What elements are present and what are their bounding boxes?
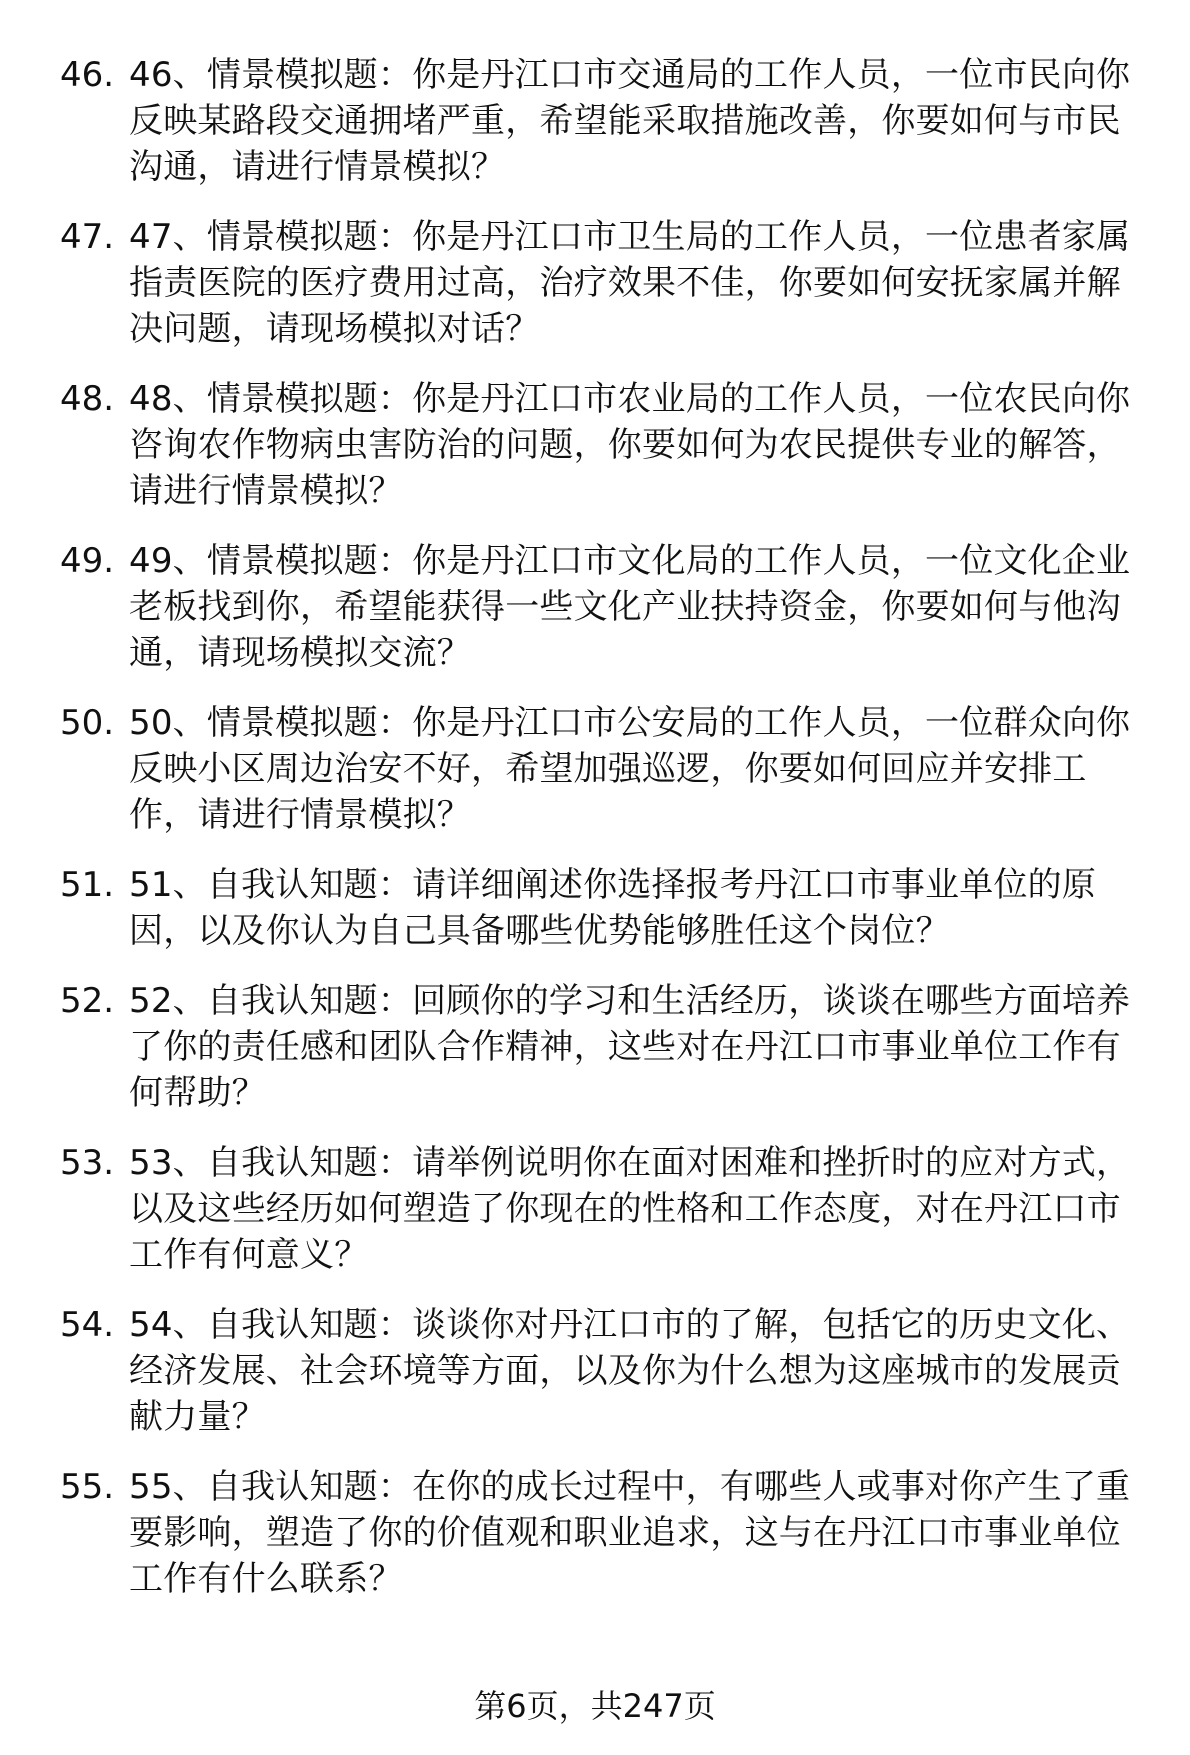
question-number: 48.	[60, 379, 115, 419]
question-number: 55.	[60, 1467, 115, 1507]
question-text: 47、情景模拟题：你是丹江口市卫生局的工作人员，一位患者家属指责医院的医疗费用过高，治疗效果不佳，你要如何安抚家属并解决问题，请现场模拟对话？	[129, 217, 1131, 349]
question-text: 53、自我认知题：请举例说明你在面对困难和挫折时的应对方式，以及这些经历如何塑造了你现在的性格和工作态度，对在丹江口市工作有何意义？	[129, 1143, 1131, 1275]
question-number: 47.	[60, 217, 115, 257]
question-item	[60, 1140, 1150, 1278]
question-number: 49.	[60, 541, 115, 581]
question-item	[60, 538, 1150, 676]
question-item	[60, 376, 1150, 514]
question-text: 50、情景模拟题：你是丹江口市公安局的工作人员，一位群众向你反映小区周边治安不好，希望加强巡逻，你要如何回应并安排工作，请进行情景模拟？	[129, 703, 1131, 835]
question-number: 52.	[60, 981, 115, 1021]
question-number: 50.	[60, 703, 115, 743]
question-item	[60, 862, 1150, 954]
question-item	[60, 700, 1150, 838]
question-item	[60, 214, 1150, 352]
question-number: 51.	[60, 865, 115, 905]
question-text: 48、情景模拟题：你是丹江口市农业局的工作人员，一位农民向你咨询农作物病虫害防治的问题，你要如何为农民提供专业的解答，请进行情景模拟？	[129, 379, 1131, 511]
question-text: 46、情景模拟题：你是丹江口市交通局的工作人员，一位市民向你反映某路段交通拥堵严重，希望能采取措施改善，你要如何与市民沟通，请进行情景模拟？	[129, 55, 1131, 187]
question-number: 53.	[60, 1143, 115, 1183]
question-item	[60, 52, 1150, 190]
question-text: 49、情景模拟题：你是丹江口市文化局的工作人员，一位文化企业老板找到你，希望能获得一些文化产业扶持资金，你要如何与他沟通，请现场模拟交流？	[129, 541, 1131, 673]
question-list	[60, 52, 1150, 1626]
question-number: 54.	[60, 1305, 115, 1345]
question-item	[60, 978, 1150, 1116]
page-footer: 第6页，共247页	[474, 1687, 716, 1725]
question-text: 51、自我认知题：请详细阐述你选择报考丹江口市事业单位的原因，以及你认为自己具备哪些优势能够胜任这个岗位？	[129, 865, 1097, 951]
question-text: 52、自我认知题：回顾你的学习和生活经历，谈谈在哪些方面培养了你的责任感和团队合作精神，这些对在丹江口市事业单位工作有何帮助？	[129, 981, 1131, 1113]
question-item	[60, 1302, 1150, 1440]
question-number: 46.	[60, 55, 115, 95]
question-text: 54、自我认知题：谈谈你对丹江口市的了解，包括它的历史文化、经济发展、社会环境等方面，以及你为什么想为这座城市的发展贡献力量？	[129, 1305, 1131, 1437]
question-item	[60, 1464, 1150, 1602]
question-text: 55、自我认知题：在你的成长过程中，有哪些人或事对你产生了重要影响，塑造了你的价值观和职业追求，这与在丹江口市事业单位工作有什么联系？	[129, 1467, 1131, 1599]
